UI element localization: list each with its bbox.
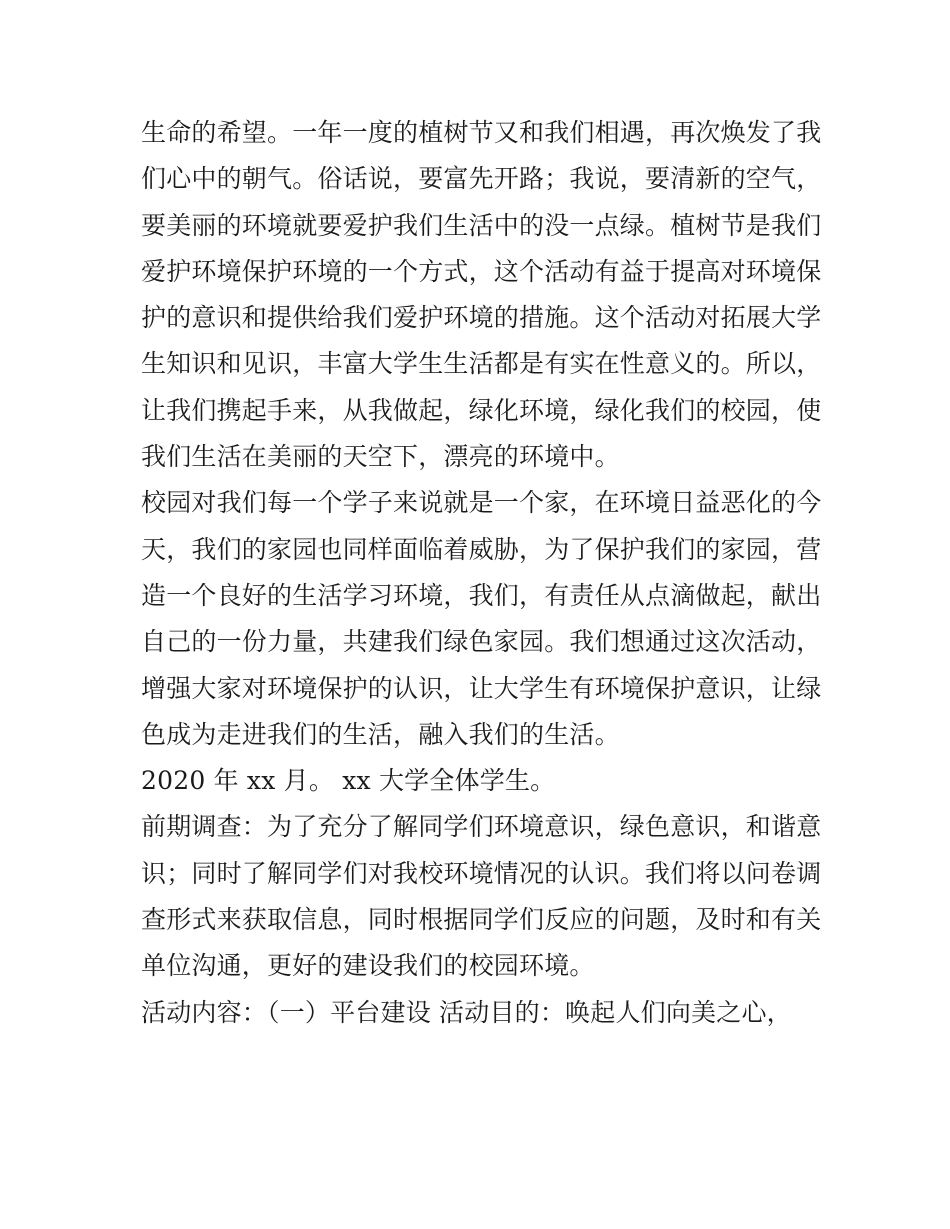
text-line: 生知识和见识，丰富大学生生活都是有实在性意义的。所以，	[141, 349, 822, 379]
text-line: 造一个良好的生活学习环境，我们，有责任从点滴做起，献出	[141, 580, 822, 610]
text-line: 前期调查：为了充分了解同学们环境意识，绿色意识，和谐意	[141, 812, 822, 842]
text-line: 活动内容：（一）平台建设 活动目的：唤起人们向美之心，	[141, 997, 792, 1027]
text-line: 爱护环境保护环境的一个方式，这个活动有益于提高对环境保	[141, 256, 822, 286]
text-line: 自己的一份力量，共建我们绿色家园。我们想通过这次活动，	[141, 627, 822, 657]
text-line: 查形式来获取信息，同时根据同学们反应的问题，及时和有关	[141, 905, 822, 935]
text-line: 天，我们的家园也同样面临着威胁，为了保护我们的家园，营	[141, 534, 822, 564]
text-line: 色成为走进我们的生活，融入我们的生活。	[141, 719, 620, 749]
date-signature-line: 2020 年 xx 月。 xx 大学全体学生。	[141, 766, 556, 796]
text-line: 校园对我们每一个学子来说就是一个家，在环境日益恶化的今	[141, 488, 822, 518]
text-line: 生命的希望。一年一度的植树节又和我们相遇，再次焕发了我	[141, 118, 822, 147]
text-line: 要美丽的环境就要爱护我们生活中的没一点绿。植树节是我们	[141, 210, 822, 240]
text-line: 增强大家对环境保护的认识，让大学生有环境保护意识，让绿	[141, 673, 822, 703]
text-line: 护的意识和提供给我们爱护环境的措施。这个活动对拓展大学	[141, 303, 822, 333]
text-line: 我们生活在美丽的天空下，漂亮的环境中。	[141, 442, 620, 472]
document-body	[141, 110, 822, 1036]
text-line: 识；同时了解同学们对我校环境情况的认识。我们将以问卷调	[141, 858, 822, 888]
text-line: 们心中的朝气。俗话说，要富先开路；我说，要清新的空气，	[141, 164, 822, 194]
text-line: 单位沟通，更好的建设我们的校园环境。	[141, 951, 595, 981]
text-line: 让我们携起手来，从我做起，绿化环境，绿化我们的校园，使	[141, 395, 822, 425]
